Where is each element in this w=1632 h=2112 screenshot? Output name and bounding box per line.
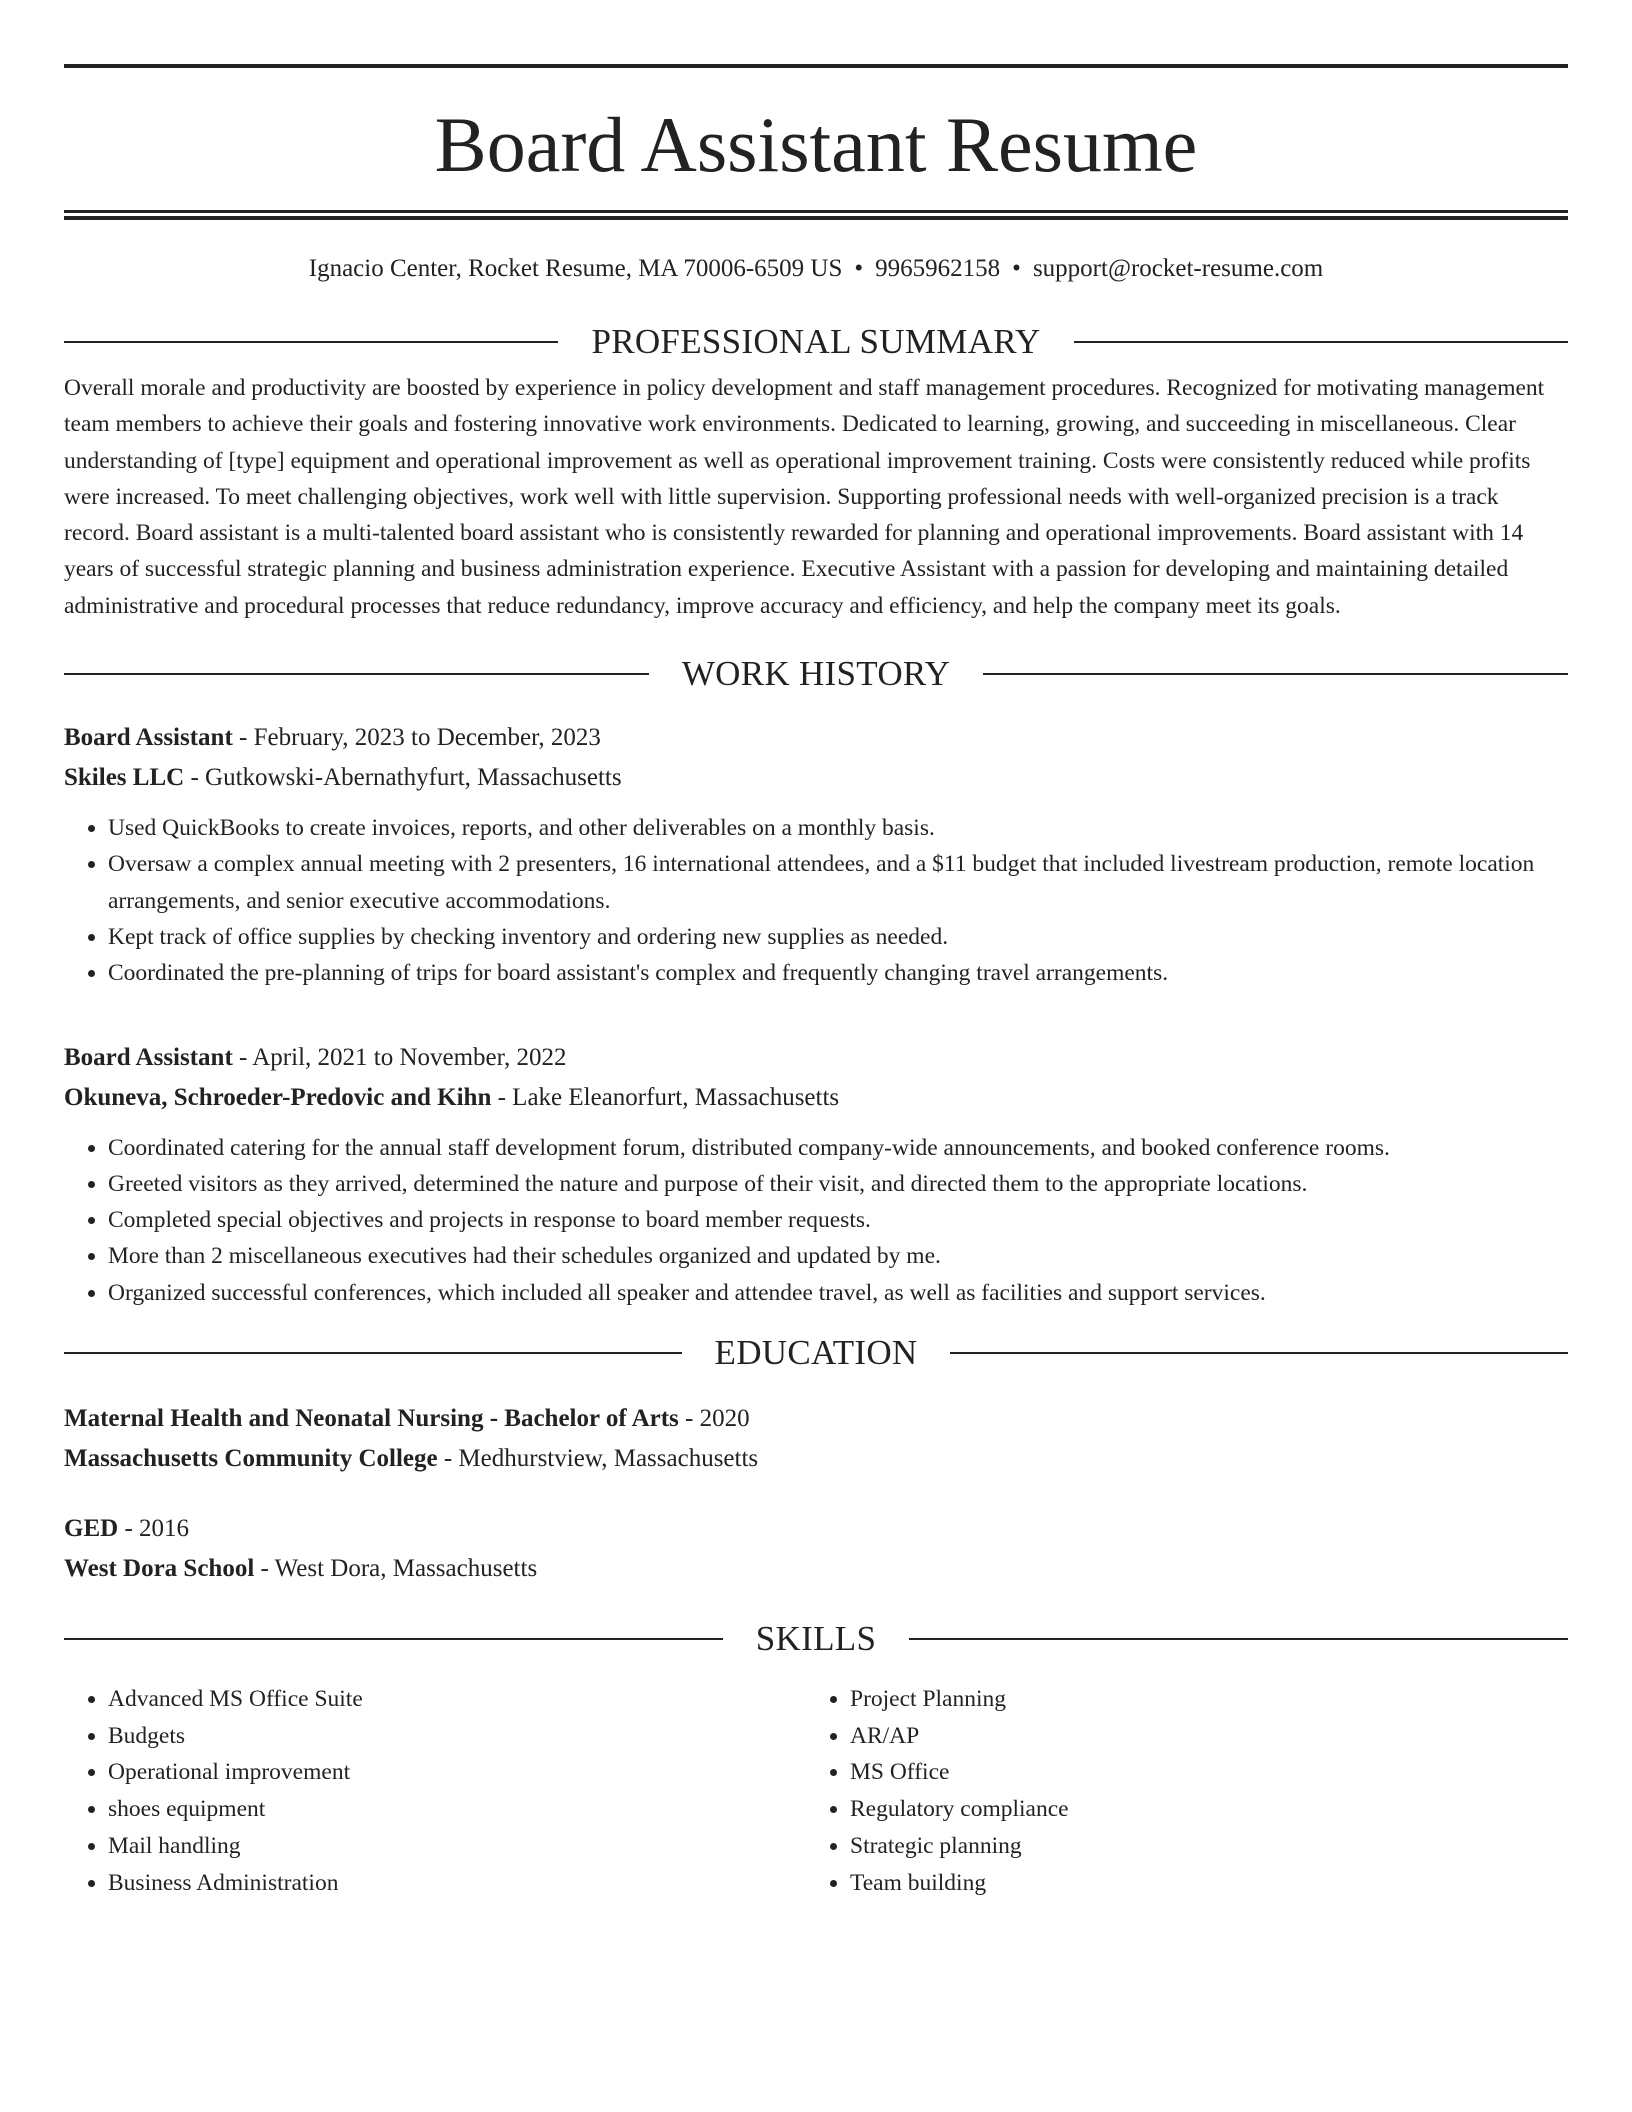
list-item: • Strategic planning	[850, 1828, 1548, 1865]
edu-school-line	[64, 1439, 1568, 1479]
section-heading-skills	[64, 1619, 1568, 1659]
skills-column-right	[806, 1681, 1548, 1901]
heading-rule	[1074, 341, 1568, 343]
edu-school: West Dora School	[64, 1555, 255, 1583]
job-company-line	[64, 758, 1568, 798]
skills-column-left	[64, 1681, 806, 1901]
list-item: • Team building	[850, 1865, 1548, 1902]
summary-heading: PROFESSIONAL SUMMARY	[591, 322, 1041, 361]
education-heading: EDUCATION	[714, 1333, 918, 1373]
list-item: • AR/AP	[850, 1718, 1548, 1755]
section-heading-education	[64, 1333, 1568, 1373]
education-entry	[64, 1509, 1568, 1589]
edu-degree-line	[64, 1399, 1568, 1439]
job-title-line	[64, 718, 1568, 758]
job-company: Skiles LLC	[64, 764, 185, 792]
job-bullets	[64, 810, 1568, 991]
edu-degree-line	[64, 1509, 1568, 1549]
summary-text: Overall morale and productivity are boosted by experience in policy development and staff management procedures. Recognized for motivating management team members to achieve their goals and fostering innovative work environments. Dedicated to learning, growing, and succeeding in miscellaneous. Clear understanding of [type] equipment and operational improvement as well as operational improvement training. Costs were consistently reduced while profits were increased. To meet challenging objectives, work well with little supervision. Supporting professional needs with well-organized precision is a track record. Board assistant is a multi-talented board assistant who is consistently rewarded for planning and operational improvements. Board assistant with 14 years of successful strategic planning and business administration experience. Executive Assistant with a passion for developing and maintaining detailed administrative and procedural processes that reduce redundancy, improve accuracy and efficiency, and help the company meet its goals.	[64, 375, 1545, 619]
job-location: - Lake Eleanorfurt, Massachusetts	[491, 1083, 840, 1111]
heading-rule	[64, 341, 558, 343]
edu-year: - 2016	[118, 1515, 190, 1543]
list-item: • Business Administration	[108, 1865, 806, 1902]
list-item: • shoes equipment	[108, 1791, 806, 1828]
list-item: • Greeted visitors as they arrived, determined the nature and purpose of their visit, and directed them to the appropriate locations.	[108, 1166, 1568, 1202]
edu-location: - Medhurstview, Massachusetts	[437, 1445, 759, 1473]
contact-separator: •	[1012, 255, 1021, 282]
list-item: • More than 2 miscellaneous executives had their schedules organized and updated by me.	[108, 1238, 1568, 1274]
list-item: • Advanced MS Office Suite	[108, 1681, 806, 1718]
heading-rule	[64, 1638, 723, 1640]
job-title: Board Assistant	[64, 724, 233, 752]
list-item: • Kept track of office supplies by checking inventory and ordering new supplies as needed.	[108, 919, 1568, 955]
education-entry	[64, 1399, 1568, 1479]
job-title: Board Assistant	[64, 1043, 233, 1071]
heading-rule	[64, 1352, 682, 1354]
contact-line	[64, 254, 1568, 284]
list-item: • MS Office	[850, 1754, 1548, 1791]
edu-degree: GED	[64, 1515, 119, 1543]
work-heading: WORK HISTORY	[681, 654, 951, 694]
heading-rule	[983, 673, 1568, 675]
job-bullets	[64, 1130, 1568, 1311]
list-item: • Budgets	[108, 1718, 806, 1755]
contact-email: support@rocket-resume.com	[1032, 255, 1324, 282]
resume-title: Board Assistant Resume	[434, 101, 1198, 188]
list-item: • Coordinated catering for the annual staff development forum, distributed company-wide announcements, and booked conference rooms.	[108, 1130, 1568, 1166]
heading-rule	[64, 673, 649, 675]
job-company-line	[64, 1078, 1568, 1118]
job-location: - Gutkowski-Abernathyfurt, Massachusetts	[184, 764, 622, 792]
job-company: Okuneva, Schroeder-Predovic and Kihn	[64, 1083, 492, 1111]
list-item: • Coordinated the pre-planning of trips for board assistant's complex and frequently changing travel arrangements.	[108, 955, 1568, 991]
job-title-line	[64, 1038, 1568, 1078]
job-entry	[64, 1038, 1568, 1311]
edu-school: Massachusetts Community College	[64, 1445, 438, 1473]
contact-phone: 9965962158	[875, 255, 1001, 282]
job-dates: - April, 2021 to November, 2022	[232, 1043, 567, 1071]
contact-address: Ignacio Center, Rocket Resume, MA 70006-6509 US	[308, 255, 843, 282]
heading-rule	[950, 1352, 1568, 1354]
contact-separator: •	[854, 255, 864, 282]
list-item: • Regulatory compliance	[850, 1791, 1548, 1828]
skills-grid	[64, 1681, 1568, 1901]
list-item: • Completed special objectives and projects in response to board member requests.	[108, 1202, 1568, 1238]
job-entry	[64, 718, 1568, 991]
title-double-rule	[64, 210, 1568, 220]
edu-school-line	[64, 1549, 1568, 1589]
section-heading-summary	[64, 322, 1568, 362]
section-heading-work	[64, 654, 1568, 694]
list-item: • Project Planning	[850, 1681, 1548, 1718]
edu-location: - West Dora, Massachusetts	[254, 1555, 538, 1583]
job-dates: - February, 2023 to December, 2023	[232, 724, 601, 752]
skills-heading: SKILLS	[755, 1619, 877, 1659]
top-rule	[64, 64, 1568, 68]
list-item: • Operational improvement	[108, 1754, 806, 1791]
edu-year: - 2020	[678, 1405, 750, 1433]
heading-rule	[909, 1638, 1568, 1640]
list-item: • Organized successful conferences, which included all speaker and attendee travel, as well as facilities and support services.	[108, 1275, 1568, 1311]
list-item: • Oversaw a complex annual meeting with 2 presenters, 16 international attendees, and a $11 budget that included livestream production, remote location arrangements, and senior executive accommodations.	[108, 846, 1568, 919]
list-item: • Used QuickBooks to create invoices, reports, and other deliverables on a monthly basis.	[108, 810, 1568, 846]
list-item: • Mail handling	[108, 1828, 806, 1865]
resume-page	[64, 64, 1568, 1901]
edu-degree: Maternal Health and Neonatal Nursing - Bachelor of Arts	[64, 1405, 679, 1433]
